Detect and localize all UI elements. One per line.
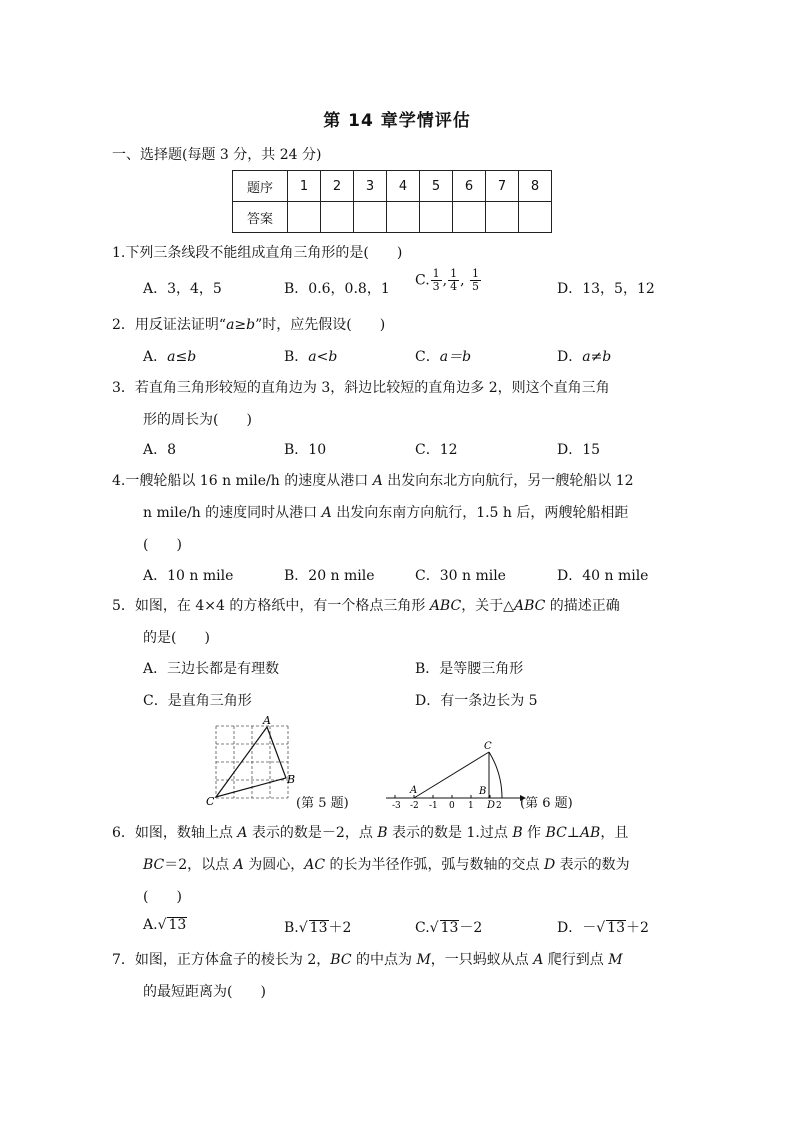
question-4-stem-line-2 [143, 502, 628, 522]
text: 7．如图，正方体盒子的棱长为 2， [112, 952, 331, 968]
question-2-option-a [143, 346, 196, 366]
sqrt-icon: √ [596, 920, 606, 936]
question-5-option-c: C．是直角三角形 [143, 693, 252, 709]
denominator: 4 [450, 280, 458, 293]
text: ＋2 [328, 920, 352, 936]
question-4-stem-line-1 [112, 470, 634, 490]
question-4-stem-line-3: ( ) [143, 537, 182, 553]
text: 出发向东南方向航行，1.5 h 后，两艘轮船相距 [331, 505, 629, 521]
answer-cell[interactable] [354, 202, 387, 233]
math: a＝b [439, 349, 472, 365]
question-5-option-a: A．三边长都是有理数 [143, 661, 280, 677]
question-1-option-a: A．3，4，5 [143, 281, 222, 297]
math: A [233, 857, 244, 873]
question-6-option-d [557, 917, 649, 937]
text: 5．如图，在 4×4 的方格纸中，有一个格点三角形 [112, 598, 430, 614]
text: 6．如图，数轴上点 [112, 825, 238, 841]
text: ＝2，以点 [164, 857, 234, 873]
question-5-option-d: D．有一条边长为 5 [415, 693, 538, 709]
sqrt-icon: √ [157, 917, 167, 933]
answer-cell[interactable] [453, 202, 486, 233]
text: ，关于△ [461, 598, 514, 614]
math: a≠b [582, 349, 612, 365]
question-2-option-c [415, 346, 471, 366]
question-1-option-d: D．13，5，12 [557, 281, 655, 297]
answer-cell[interactable] [486, 202, 519, 233]
math: B [377, 825, 388, 841]
math: BC [330, 952, 352, 968]
section-heading: 一、选择题(每题 3 分，共 24 分) [112, 147, 322, 163]
figure-6-caption: (第 6 题) [520, 796, 573, 811]
text: 表示的数为 [555, 857, 630, 873]
question-5-stem-line-1 [112, 595, 620, 615]
math: B [512, 825, 523, 841]
math: ABC [513, 598, 546, 614]
math: BC⊥AB [545, 825, 601, 841]
option-label: D． [557, 349, 583, 365]
text: ”时，应先假设( ) [255, 317, 386, 333]
point-c-label: C [484, 741, 492, 752]
radicand: 13 [607, 920, 625, 936]
numerator: 1 [450, 267, 458, 280]
answer-cell[interactable] [420, 202, 453, 233]
option-label: C． [415, 349, 440, 365]
answer-number-1: 1 [288, 171, 321, 202]
answer-table-number-row [233, 171, 552, 202]
text: 的描述正确 [545, 598, 620, 614]
question-6-option-b [284, 917, 351, 937]
question-6-stem-line-1 [112, 822, 628, 842]
text: 的中点为 [351, 952, 417, 968]
answer-number-5: 5 [420, 171, 453, 202]
point-a-label: A [263, 714, 271, 727]
text: ，且 [600, 825, 629, 841]
text: －2 [459, 920, 483, 936]
math: A [321, 505, 332, 521]
question-1-stem: 1.下列三条线段不能组成直角三角形的是( ) [112, 245, 403, 261]
question-3-stem-line-1: 3．若直角三角形较短的直角边为 3，斜边比较短的直角边多 2，则这个直角三角 [112, 380, 610, 396]
fraction [448, 268, 459, 293]
answer-number-2: 2 [321, 171, 354, 202]
math: D [543, 857, 556, 873]
fraction [431, 268, 442, 293]
question-2-option-b [284, 346, 337, 366]
radicand: 13 [440, 920, 459, 936]
answer-cell[interactable] [321, 202, 354, 233]
figure-5-caption: (第 5 题) [296, 796, 349, 811]
text: 爬行到点 [543, 952, 609, 968]
question-6-option-a [143, 917, 187, 933]
option-label: B． [284, 349, 309, 365]
question-3-option-a: A．8 [143, 442, 177, 458]
answer-table-header: 题序 [233, 171, 288, 202]
tick-label: -1 [429, 801, 438, 810]
option-label: D．－ [557, 920, 597, 936]
answer-number-6: 6 [453, 171, 486, 202]
question-1-option-b: B．0.6，0.8，1 [284, 281, 390, 297]
question-6-stem-line-2 [143, 854, 630, 874]
question-4-option-b: B．20 n mile [284, 568, 375, 584]
answer-number-8: 8 [519, 171, 552, 202]
point-a-label: A [410, 785, 418, 796]
question-4-option-a: A．10 n mile [143, 568, 234, 584]
math: a≤b [167, 349, 197, 365]
option-label: A． [143, 349, 168, 365]
text: 为圆心， [243, 857, 305, 873]
point-d-label: D [487, 800, 496, 810]
point-b-label: B [287, 773, 296, 786]
segment-ac [414, 752, 489, 798]
figure-5-grid-triangle [200, 712, 305, 812]
question-3-option-b: B．10 [284, 442, 327, 458]
denominator: 3 [432, 280, 440, 293]
radicand: 13 [309, 920, 328, 936]
text: 表示的数是－2，点 [247, 825, 378, 841]
question-2-option-d [557, 346, 611, 366]
question-6-stem-line-3: ( ) [143, 889, 182, 905]
math: A [237, 825, 248, 841]
text: ＋2 [625, 920, 649, 936]
answer-table-answer-header: 答案 [233, 202, 288, 233]
question-4-option-c: C．30 n mile [415, 568, 506, 584]
denominator: 5 [472, 280, 480, 293]
question-4-option-d: D．40 n mile [557, 568, 649, 584]
question-3-stem-line-2: 形的周长为( ) [143, 412, 252, 428]
math: M [416, 952, 431, 968]
text: 出发向东北方向航行，另一艘轮船以 12 [382, 473, 634, 489]
tick-label: 0 [449, 801, 455, 810]
math: ABC [429, 598, 462, 614]
text: 4.一艘轮船以 16 n mile/h 的速度从港口 [112, 473, 373, 489]
answer-number-3: 3 [354, 171, 387, 202]
math: A [372, 473, 383, 489]
math: a≥b [226, 317, 256, 333]
answer-number-7: 7 [486, 171, 519, 202]
math: A [533, 952, 544, 968]
point-c-label: C [206, 795, 215, 808]
tick-label: 1 [468, 801, 474, 810]
page-title: 第 14 章学情评估 [323, 111, 471, 131]
sqrt-icon: √ [298, 920, 308, 936]
question-2-stem [112, 314, 385, 334]
fraction [470, 268, 481, 293]
question-5-stem-line-2: 的是( ) [143, 630, 210, 646]
text: ，一只蚂蚁从点 [430, 952, 534, 968]
answer-cell[interactable] [387, 202, 420, 233]
text: 作 [522, 825, 546, 841]
text: 2．用反证法证明“ [112, 317, 227, 333]
question-3-option-d: D．15 [557, 442, 601, 458]
answer-cell[interactable] [519, 202, 552, 233]
tick-label: -3 [392, 801, 401, 810]
text: n mile/h 的速度同时从港口 [143, 505, 322, 521]
answer-number-4: 4 [387, 171, 420, 202]
text: 的长为半径作弧，弧与数轴的交点 [325, 857, 544, 873]
option-label: A. [143, 917, 158, 933]
numerator: 1 [432, 267, 440, 280]
point-b-label: B [479, 786, 487, 797]
math: AC [304, 857, 326, 873]
arc-cd [489, 752, 502, 798]
text: 表示的数是 1.过点 [387, 825, 513, 841]
tick-label: 2 [496, 801, 502, 810]
question-7-stem-line-2: 的最短距离为( ) [143, 984, 266, 1000]
answer-cell[interactable] [288, 202, 321, 233]
radicand: 13 [168, 917, 187, 933]
figure-6-number-line [380, 736, 530, 810]
math: BC [143, 857, 165, 873]
sqrt-icon: √ [429, 920, 439, 936]
tick-label: -2 [410, 801, 419, 810]
question-3-option-c: C．12 [415, 442, 458, 458]
question-7-stem-line-1 [112, 949, 623, 969]
math: a<b [308, 349, 338, 365]
question-5-option-b: B．是等腰三角形 [415, 661, 524, 677]
answer-table-answer-row [233, 202, 552, 233]
numerator: 1 [472, 267, 480, 280]
option-label: B. [284, 920, 299, 936]
option-label: C. [415, 272, 430, 289]
question-6-option-c [415, 917, 482, 937]
math: M [608, 952, 623, 968]
question-1-option-c: C. $\frac{1}{3}$ , $\frac{1}{4}$ , $\frac{1}{5}$ [415, 267, 480, 293]
option-label: C. [415, 920, 430, 936]
answer-table [232, 170, 552, 233]
